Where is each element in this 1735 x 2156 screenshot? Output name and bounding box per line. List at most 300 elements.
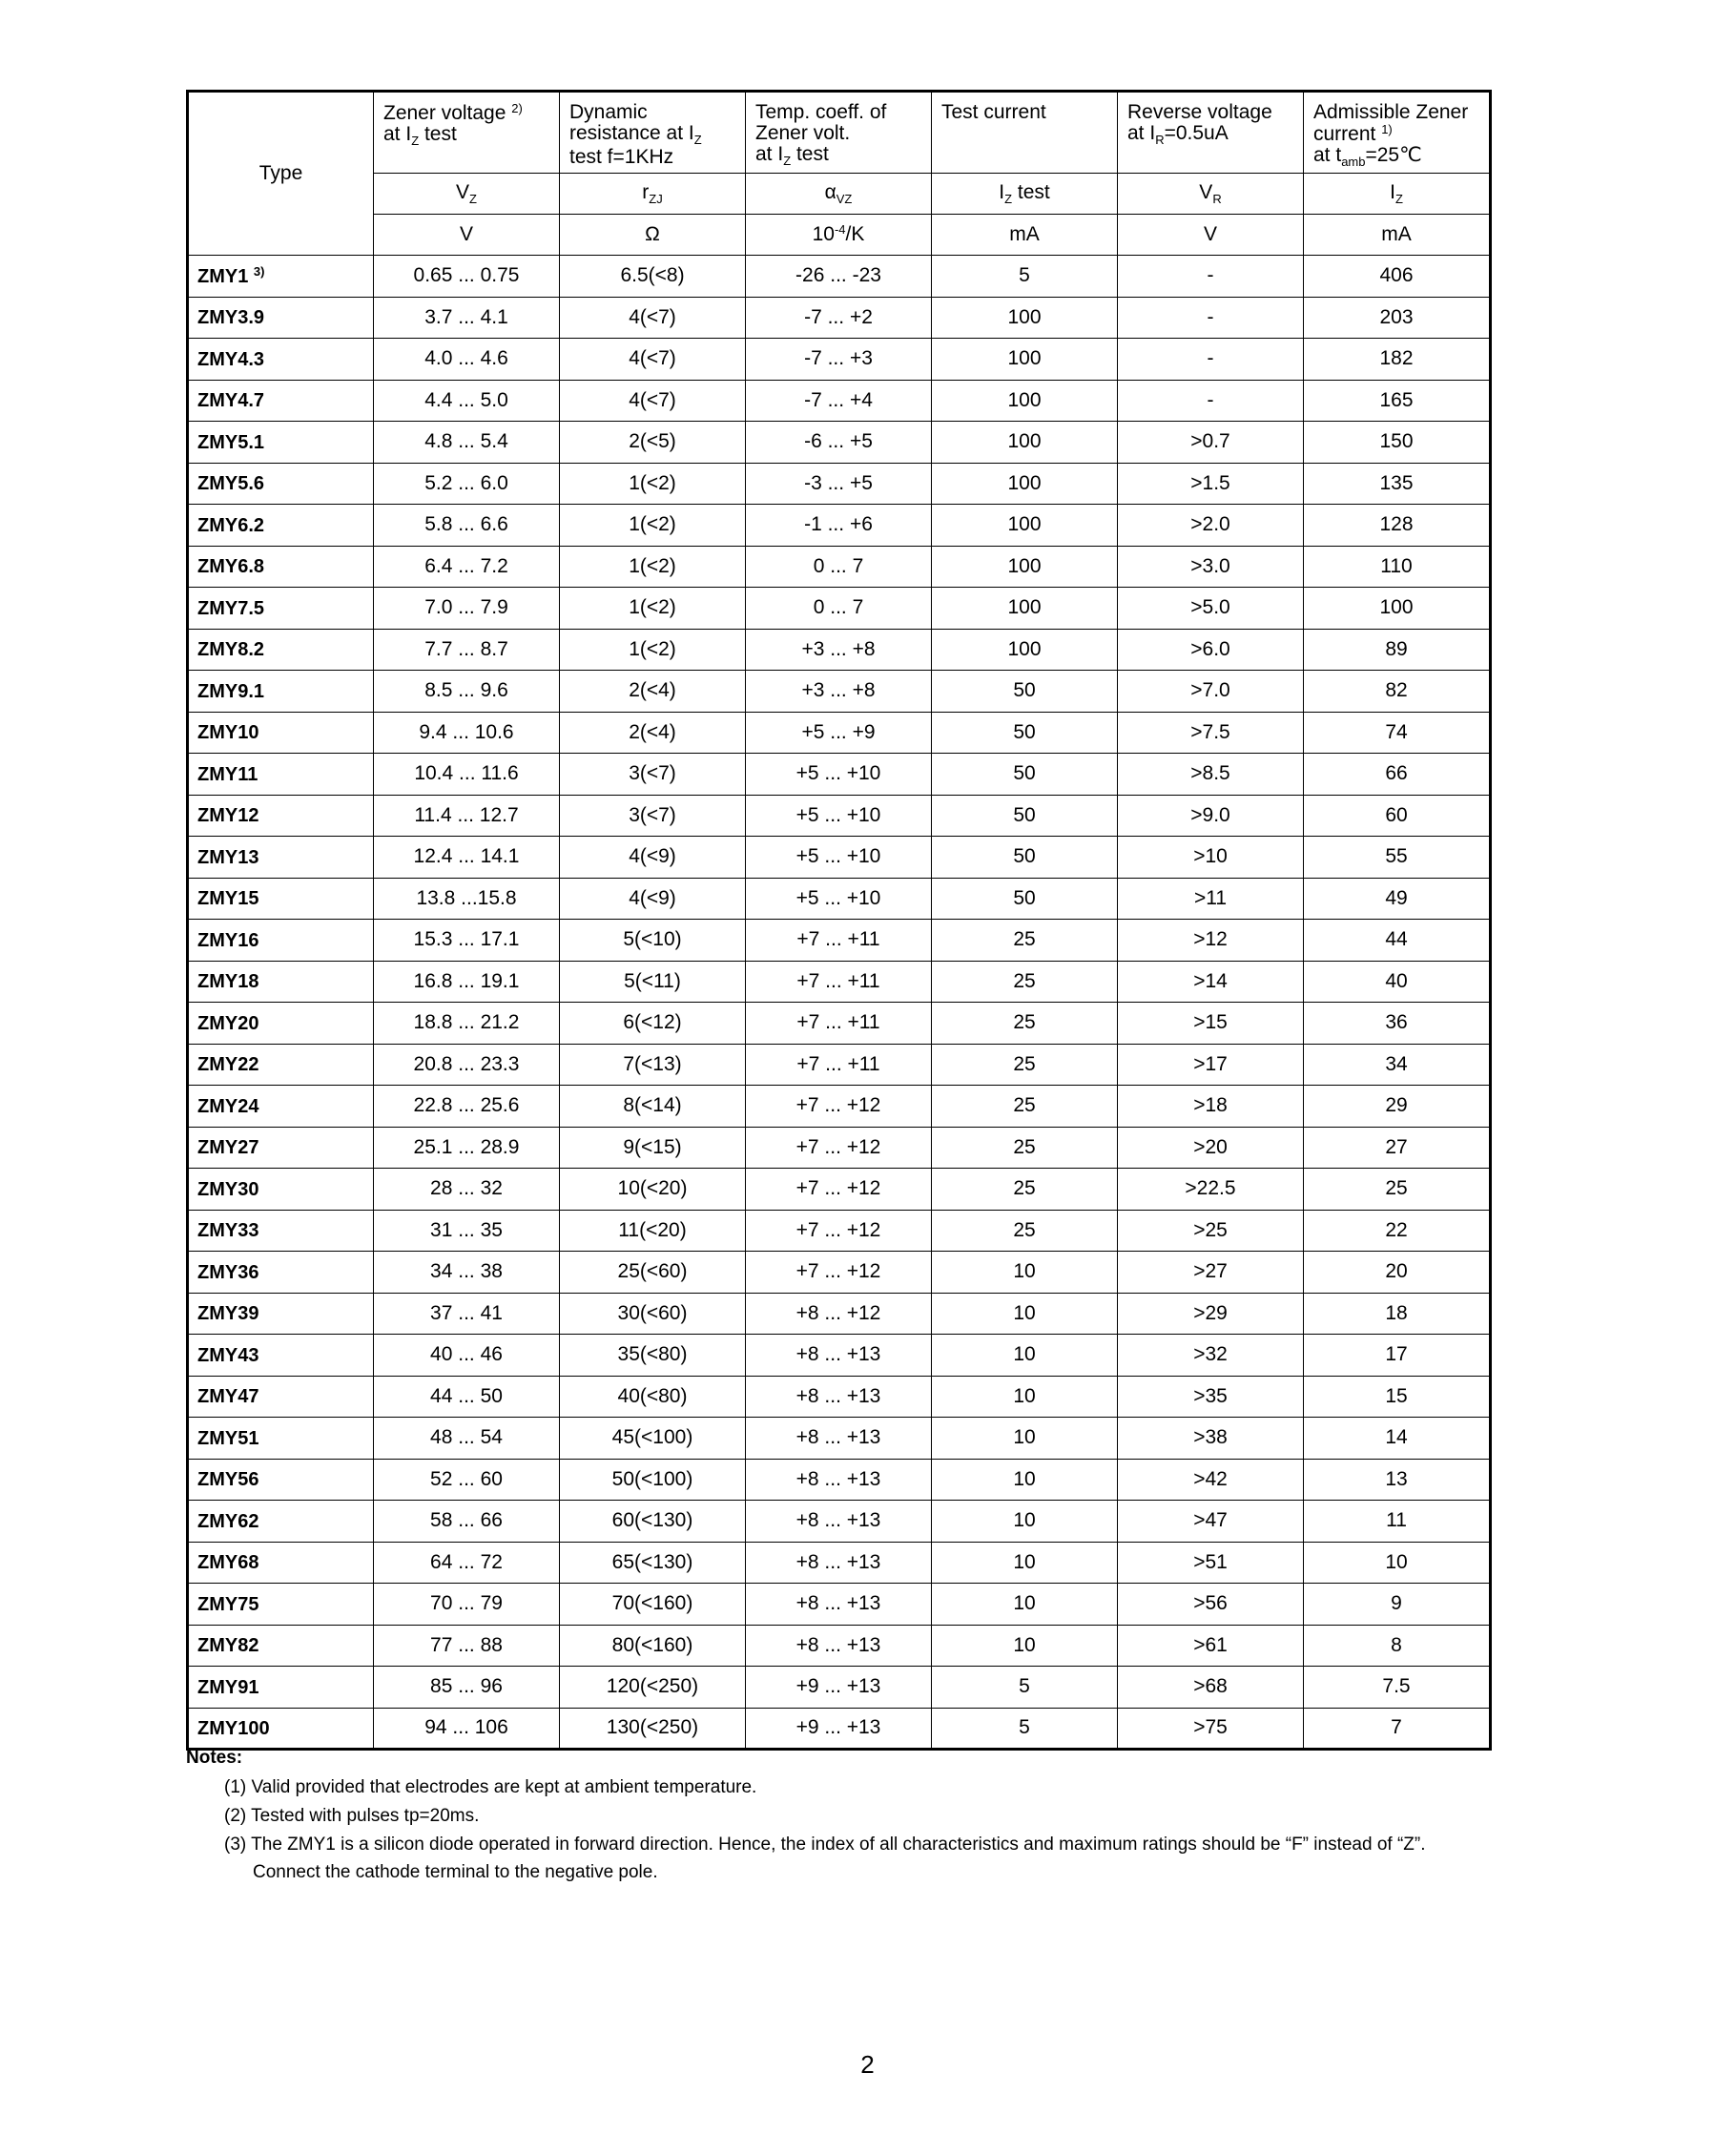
unit-cell: mA — [932, 215, 1118, 256]
reverse-voltage-cell: >61 — [1118, 1625, 1304, 1667]
rzj-cell: 2(<5) — [560, 422, 746, 464]
test-current-cell: 25 — [932, 1210, 1118, 1252]
table-row — [188, 1667, 1491, 1709]
type-cell: ZMY5.6 — [188, 463, 374, 505]
rzj-cell: 1(<2) — [560, 629, 746, 671]
temp-coeff-cell: 0 ... 7 — [746, 546, 932, 588]
type-cell: ZMY27 — [188, 1127, 374, 1169]
type-cell: ZMY91 — [188, 1667, 374, 1709]
admissible-current-cell: 165 — [1304, 380, 1491, 422]
type-cell: ZMY43 — [188, 1335, 374, 1377]
table-row — [188, 1584, 1491, 1626]
note-3: (3) The ZMY1 is a silicon diode operated in forward direction. Hence, the index of all characteristics and maximum ratings should be “F” instead of “Z”. — [224, 1834, 1426, 1855]
test-current-cell: 10 — [932, 1459, 1118, 1501]
reverse-voltage-cell: >25 — [1118, 1210, 1304, 1252]
unit-cell: V — [1118, 215, 1304, 256]
vz-cell: 5.8 ... 6.6 — [374, 505, 560, 547]
type-cell: ZMY36 — [188, 1252, 374, 1294]
admissible-current-cell: 9 — [1304, 1584, 1491, 1626]
admissible-current-cell: 25 — [1304, 1169, 1491, 1211]
table-body — [188, 256, 1491, 1750]
rzj-cell: 5(<11) — [560, 961, 746, 1003]
admissible-current-cell: 49 — [1304, 878, 1491, 920]
type-cell: ZMY8.2 — [188, 629, 374, 671]
temp-coeff-cell: -1 ... +6 — [746, 505, 932, 547]
type-cell: ZMY18 — [188, 961, 374, 1003]
zener-voltage-header: Zener voltage $^{2)}$ at $I_Z$ test — [374, 92, 560, 174]
vz-cell: 28 ... 32 — [374, 1169, 560, 1211]
symbol-cell: $I_Z$ — [1304, 174, 1491, 215]
test-current-cell: 10 — [932, 1376, 1118, 1418]
vz-cell: 31 ... 35 — [374, 1210, 560, 1252]
test-current-cell: 100 — [932, 380, 1118, 422]
rzj-cell: 4(<7) — [560, 339, 746, 381]
test-current-cell: 25 — [932, 1127, 1118, 1169]
reverse-voltage-cell: >47 — [1118, 1501, 1304, 1543]
vz-cell: 40 ... 46 — [374, 1335, 560, 1377]
reverse-voltage-cell: >20 — [1118, 1127, 1304, 1169]
rzj-cell: 130(<250) — [560, 1708, 746, 1750]
table-row — [188, 671, 1491, 713]
temp-coeff-cell: +9 ... +13 — [746, 1667, 932, 1709]
vz-cell: 7.7 ... 8.7 — [374, 629, 560, 671]
admissible-current-cell: 100 — [1304, 588, 1491, 630]
temp-coeff-cell: -6 ... +5 — [746, 422, 932, 464]
table-row — [188, 712, 1491, 754]
rzj-cell: 8(<14) — [560, 1086, 746, 1128]
test-current-cell: 25 — [932, 961, 1118, 1003]
admissible-current-cell: 44 — [1304, 920, 1491, 962]
reverse-voltage-cell: - — [1118, 339, 1304, 381]
table-row — [188, 1708, 1491, 1750]
admissible-current-cell: 203 — [1304, 297, 1491, 339]
test-current-cell: 10 — [932, 1418, 1118, 1460]
temp-coeff-cell: +8 ... +13 — [746, 1459, 932, 1501]
temp-coeff-cell: +5 ... +10 — [746, 795, 932, 837]
test-current-cell: 10 — [932, 1584, 1118, 1626]
reverse-voltage-cell: >35 — [1118, 1376, 1304, 1418]
symbol-cell: $I_Z$ test — [932, 174, 1118, 215]
type-cell: ZMY30 — [188, 1169, 374, 1211]
admissible-current-cell: 36 — [1304, 1003, 1491, 1045]
admissible-current-cell: 40 — [1304, 961, 1491, 1003]
admissible-current-cell: 34 — [1304, 1044, 1491, 1086]
table-row — [188, 920, 1491, 962]
table-row — [188, 1169, 1491, 1211]
unit-row — [188, 215, 1491, 256]
table-row — [188, 1418, 1491, 1460]
dynamic-resistance-header: Dynamic resistance at $I_Z$ test f=1KHz — [560, 92, 746, 174]
admissible-current-cell: 7 — [1304, 1708, 1491, 1750]
admissible-current-cell: 15 — [1304, 1376, 1491, 1418]
type-cell: ZMY3.9 — [188, 297, 374, 339]
admissible-current-cell: 150 — [1304, 422, 1491, 464]
admissible-current-cell: 66 — [1304, 754, 1491, 796]
rzj-cell: 60(<130) — [560, 1501, 746, 1543]
vz-cell: 18.8 ... 21.2 — [374, 1003, 560, 1045]
vz-cell: 34 ... 38 — [374, 1252, 560, 1294]
rzj-cell: 4(<7) — [560, 297, 746, 339]
temp-coeff-cell: +8 ... +13 — [746, 1584, 932, 1626]
reverse-voltage-cell: >7.5 — [1118, 712, 1304, 754]
vz-cell: 70 ... 79 — [374, 1584, 560, 1626]
rzj-cell: 1(<2) — [560, 463, 746, 505]
reverse-voltage-cell: >56 — [1118, 1584, 1304, 1626]
type-cell: ZMY10 — [188, 712, 374, 754]
vz-cell: 6.4 ... 7.2 — [374, 546, 560, 588]
test-current-cell: 100 — [932, 588, 1118, 630]
rzj-cell: 45(<100) — [560, 1418, 746, 1460]
rzj-cell: 35(<80) — [560, 1335, 746, 1377]
reverse-voltage-header: Reverse voltage at $I_R=0.5uA$ — [1118, 92, 1304, 174]
notes-section — [186, 1748, 1521, 1890]
vz-cell: 15.3 ... 17.1 — [374, 920, 560, 962]
rzj-cell: 30(<60) — [560, 1293, 746, 1335]
vz-cell: 22.8 ... 25.6 — [374, 1086, 560, 1128]
temp-coeff-cell: +8 ... +12 — [746, 1293, 932, 1335]
temp-coeff-cell: +8 ... +13 — [746, 1335, 932, 1377]
rzj-cell: 2(<4) — [560, 712, 746, 754]
vz-cell: 9.4 ... 10.6 — [374, 712, 560, 754]
unit-cell: V — [374, 215, 560, 256]
reverse-voltage-cell: >6.0 — [1118, 629, 1304, 671]
temp-coeff-cell: -3 ... +5 — [746, 463, 932, 505]
type-cell: ZMY7.5 — [188, 588, 374, 630]
test-current-cell: 100 — [932, 297, 1118, 339]
type-cell: ZMY56 — [188, 1459, 374, 1501]
type-cell: ZMY68 — [188, 1542, 374, 1584]
table-row — [188, 422, 1491, 464]
reverse-voltage-cell: >51 — [1118, 1542, 1304, 1584]
test-current-cell: 10 — [932, 1252, 1118, 1294]
temp-coeff-cell: +7 ... +11 — [746, 1003, 932, 1045]
reverse-voltage-cell: >2.0 — [1118, 505, 1304, 547]
rzj-cell: 2(<4) — [560, 671, 746, 713]
reverse-voltage-cell: >29 — [1118, 1293, 1304, 1335]
admissible-current-cell: 7.5 — [1304, 1667, 1491, 1709]
symbol-cell: $r_{ZJ}$ — [560, 174, 746, 215]
table-row — [188, 878, 1491, 920]
type-cell: ZMY75 — [188, 1584, 374, 1626]
table-row — [188, 505, 1491, 547]
temp-coeff-cell: +7 ... +11 — [746, 1044, 932, 1086]
type-cell: ZMY33 — [188, 1210, 374, 1252]
rzj-cell: 1(<2) — [560, 588, 746, 630]
test-current-cell: 100 — [932, 422, 1118, 464]
reverse-voltage-cell: >18 — [1118, 1086, 1304, 1128]
table-row — [188, 795, 1491, 837]
type-cell: ZMY20 — [188, 1003, 374, 1045]
symbol-cell: $V_R$ — [1118, 174, 1304, 215]
vz-cell: 10.4 ... 11.6 — [374, 754, 560, 796]
note-3-continuation: Connect the cathode terminal to the negative pole. — [253, 1862, 658, 1883]
admissible-current-cell: 11 — [1304, 1501, 1491, 1543]
unit-cell: mA — [1304, 215, 1491, 256]
test-current-cell: 50 — [932, 754, 1118, 796]
vz-cell: 16.8 ... 19.1 — [374, 961, 560, 1003]
type-cell: ZMY62 — [188, 1501, 374, 1543]
temp-coeff-cell: 0 ... 7 — [746, 588, 932, 630]
admissible-current-cell: 22 — [1304, 1210, 1491, 1252]
vz-cell: 77 ... 88 — [374, 1625, 560, 1667]
temp-coeff-cell: +8 ... +13 — [746, 1542, 932, 1584]
type-cell: ZMY6.8 — [188, 546, 374, 588]
rzj-cell: 50(<100) — [560, 1459, 746, 1501]
admissible-current-cell: 74 — [1304, 712, 1491, 754]
test-current-cell: 50 — [932, 712, 1118, 754]
reverse-voltage-cell: - — [1118, 256, 1304, 298]
temp-coeff-cell: +7 ... +12 — [746, 1252, 932, 1294]
type-cell: ZMY6.2 — [188, 505, 374, 547]
type-cell: ZMY1 $^{3)}$ — [188, 256, 374, 298]
test-current-cell: 50 — [932, 878, 1118, 920]
rzj-cell: 120(<250) — [560, 1667, 746, 1709]
temp-coeff-cell: +3 ... +8 — [746, 671, 932, 713]
reverse-voltage-cell: >9.0 — [1118, 795, 1304, 837]
test-current-header: Test current — [932, 92, 1118, 174]
test-current-cell: 10 — [932, 1542, 1118, 1584]
vz-cell: 25.1 ... 28.9 — [374, 1127, 560, 1169]
table-row — [188, 1252, 1491, 1294]
table-row — [188, 546, 1491, 588]
temp-coeff-cell: +5 ... +10 — [746, 754, 932, 796]
table-row — [188, 629, 1491, 671]
test-current-cell: 25 — [932, 1003, 1118, 1045]
admissible-current-cell: 110 — [1304, 546, 1491, 588]
table-row — [188, 380, 1491, 422]
vz-cell: 8.5 ... 9.6 — [374, 671, 560, 713]
symbol-cell: $\alpha_{VZ}$ — [746, 174, 932, 215]
rzj-cell: 4(<7) — [560, 380, 746, 422]
test-current-cell: 100 — [932, 546, 1118, 588]
temp-coeff-cell: -7 ... +2 — [746, 297, 932, 339]
reverse-voltage-cell: >8.5 — [1118, 754, 1304, 796]
vz-cell: 3.7 ... 4.1 — [374, 297, 560, 339]
table-row — [188, 339, 1491, 381]
admissible-current-cell: 55 — [1304, 837, 1491, 879]
temp-coeff-header: Temp. coeff. of Zener volt. at $I_Z$ test — [746, 92, 932, 174]
table-row — [188, 463, 1491, 505]
zener-diode-table — [186, 90, 1492, 1751]
test-current-cell: 10 — [932, 1625, 1118, 1667]
note-2: (2) Tested with pulses tp=20ms. — [224, 1805, 480, 1826]
test-current-cell: 5 — [932, 1667, 1118, 1709]
test-current-cell: 10 — [932, 1335, 1118, 1377]
admissible-current-cell: 82 — [1304, 671, 1491, 713]
temp-coeff-cell: +5 ... +10 — [746, 837, 932, 879]
vz-cell: 4.0 ... 4.6 — [374, 339, 560, 381]
table-row — [188, 1127, 1491, 1169]
table-row — [188, 1003, 1491, 1045]
reverse-voltage-cell: >22.5 — [1118, 1169, 1304, 1211]
type-cell: ZMY16 — [188, 920, 374, 962]
vz-cell: 11.4 ... 12.7 — [374, 795, 560, 837]
rzj-cell: 4(<9) — [560, 837, 746, 879]
type-cell: ZMY13 — [188, 837, 374, 879]
rzj-cell: 6(<12) — [560, 1003, 746, 1045]
vz-cell: 20.8 ... 23.3 — [374, 1044, 560, 1086]
rzj-cell: 1(<2) — [560, 505, 746, 547]
table-row — [188, 1086, 1491, 1128]
test-current-cell: 100 — [932, 629, 1118, 671]
vz-cell: 4.4 ... 5.0 — [374, 380, 560, 422]
unit-cell: $10^{-4}/K$ — [746, 215, 932, 256]
test-current-cell: 5 — [932, 256, 1118, 298]
type-cell: ZMY82 — [188, 1625, 374, 1667]
temp-coeff-cell: +7 ... +12 — [746, 1169, 932, 1211]
type-cell: ZMY51 — [188, 1418, 374, 1460]
reverse-voltage-cell: >42 — [1118, 1459, 1304, 1501]
reverse-voltage-cell: >1.5 — [1118, 463, 1304, 505]
admissible-current-cell: 20 — [1304, 1252, 1491, 1294]
reverse-voltage-cell: >68 — [1118, 1667, 1304, 1709]
admissible-current-cell: 18 — [1304, 1293, 1491, 1335]
rzj-cell: 5(<10) — [560, 920, 746, 962]
temp-coeff-cell: +9 ... +13 — [746, 1708, 932, 1750]
rzj-cell: 11(<20) — [560, 1210, 746, 1252]
temp-coeff-cell: +5 ... +9 — [746, 712, 932, 754]
admissible-current-cell: 60 — [1304, 795, 1491, 837]
table-row — [188, 1335, 1491, 1377]
type-cell: ZMY15 — [188, 878, 374, 920]
vz-cell: 5.2 ... 6.0 — [374, 463, 560, 505]
rzj-cell: 65(<130) — [560, 1542, 746, 1584]
type-cell: ZMY39 — [188, 1293, 374, 1335]
reverse-voltage-cell: >12 — [1118, 920, 1304, 962]
temp-coeff-cell: +7 ... +12 — [746, 1086, 932, 1128]
vz-cell: 12.4 ... 14.1 — [374, 837, 560, 879]
table-row — [188, 1542, 1491, 1584]
reverse-voltage-cell: >3.0 — [1118, 546, 1304, 588]
table-row — [188, 1459, 1491, 1501]
admissible-current-cell: 89 — [1304, 629, 1491, 671]
unit-cell: Ω — [560, 215, 746, 256]
type-cell: ZMY9.1 — [188, 671, 374, 713]
reverse-voltage-cell: >14 — [1118, 961, 1304, 1003]
table-row — [188, 754, 1491, 796]
vz-cell: 94 ... 106 — [374, 1708, 560, 1750]
notes-title: Notes: — [186, 1748, 243, 1768]
reverse-voltage-cell: >17 — [1118, 1044, 1304, 1086]
table-row — [188, 1376, 1491, 1418]
table-row — [188, 297, 1491, 339]
admissible-current-cell: 13 — [1304, 1459, 1491, 1501]
test-current-cell: 50 — [932, 837, 1118, 879]
reverse-voltage-cell: >10 — [1118, 837, 1304, 879]
temp-coeff-cell: -7 ... +3 — [746, 339, 932, 381]
rzj-cell: 7(<13) — [560, 1044, 746, 1086]
type-header: Type — [188, 92, 374, 256]
temp-coeff-cell: +8 ... +13 — [746, 1418, 932, 1460]
rzj-cell: 25(<60) — [560, 1252, 746, 1294]
test-current-cell: 50 — [932, 795, 1118, 837]
temp-coeff-cell: +7 ... +12 — [746, 1210, 932, 1252]
admissible-current-header: Admissible Zener current $^{1)}$ at $t_{amb}=25℃$ — [1304, 92, 1491, 174]
temp-coeff-cell: +7 ... +12 — [746, 1127, 932, 1169]
vz-cell: 7.0 ... 7.9 — [374, 588, 560, 630]
type-cell: ZMY100 — [188, 1708, 374, 1750]
temp-coeff-cell: -26 ... -23 — [746, 256, 932, 298]
admissible-current-cell: 10 — [1304, 1542, 1491, 1584]
page-number: 2 — [860, 2050, 875, 2079]
test-current-cell: 100 — [932, 339, 1118, 381]
rzj-cell: 3(<7) — [560, 795, 746, 837]
type-cell: ZMY24 — [188, 1086, 374, 1128]
admissible-current-cell: 27 — [1304, 1127, 1491, 1169]
table-row — [188, 1625, 1491, 1667]
vz-cell: 4.8 ... 5.4 — [374, 422, 560, 464]
test-current-cell: 10 — [932, 1501, 1118, 1543]
admissible-current-cell: 182 — [1304, 339, 1491, 381]
vz-cell: 13.8 ...15.8 — [374, 878, 560, 920]
rzj-cell: 40(<80) — [560, 1376, 746, 1418]
type-cell: ZMY47 — [188, 1376, 374, 1418]
vz-cell: 64 ... 72 — [374, 1542, 560, 1584]
test-current-cell: 25 — [932, 920, 1118, 962]
test-current-cell: 25 — [932, 1044, 1118, 1086]
temp-coeff-cell: +8 ... +13 — [746, 1376, 932, 1418]
reverse-voltage-cell: >11 — [1118, 878, 1304, 920]
rzj-cell: 80(<160) — [560, 1625, 746, 1667]
table-row — [188, 1210, 1491, 1252]
rzj-cell: 3(<7) — [560, 754, 746, 796]
vz-cell: 52 ... 60 — [374, 1459, 560, 1501]
admissible-current-cell: 14 — [1304, 1418, 1491, 1460]
test-current-cell: 50 — [932, 671, 1118, 713]
admissible-current-cell: 8 — [1304, 1625, 1491, 1667]
temp-coeff-cell: +3 ... +8 — [746, 629, 932, 671]
table-row — [188, 588, 1491, 630]
admissible-current-cell: 406 — [1304, 256, 1491, 298]
admissible-current-cell: 128 — [1304, 505, 1491, 547]
table-row — [188, 1293, 1491, 1335]
admissible-current-cell: 29 — [1304, 1086, 1491, 1128]
reverse-voltage-cell: >0.7 — [1118, 422, 1304, 464]
type-cell: ZMY5.1 — [188, 422, 374, 464]
test-current-cell: 10 — [932, 1293, 1118, 1335]
admissible-current-cell: 17 — [1304, 1335, 1491, 1377]
rzj-cell: 70(<160) — [560, 1584, 746, 1626]
table-row — [188, 961, 1491, 1003]
vz-cell: 37 ... 41 — [374, 1293, 560, 1335]
vz-cell: 58 ... 66 — [374, 1501, 560, 1543]
reverse-voltage-cell: >32 — [1118, 1335, 1304, 1377]
reverse-voltage-cell: >75 — [1118, 1708, 1304, 1750]
type-cell: ZMY4.7 — [188, 380, 374, 422]
temp-coeff-cell: +8 ... +13 — [746, 1501, 932, 1543]
table-row — [188, 837, 1491, 879]
table-row — [188, 1501, 1491, 1543]
vz-cell: 44 ... 50 — [374, 1376, 560, 1418]
temp-coeff-cell: +5 ... +10 — [746, 878, 932, 920]
rzj-cell: 9(<15) — [560, 1127, 746, 1169]
test-current-cell: 100 — [932, 463, 1118, 505]
admissible-current-cell: 135 — [1304, 463, 1491, 505]
temp-coeff-cell: +7 ... +11 — [746, 961, 932, 1003]
test-current-cell: 5 — [932, 1708, 1118, 1750]
type-cell: ZMY11 — [188, 754, 374, 796]
rzj-cell: 1(<2) — [560, 546, 746, 588]
rzj-cell: 4(<9) — [560, 878, 746, 920]
reverse-voltage-cell: >15 — [1118, 1003, 1304, 1045]
reverse-voltage-cell: - — [1118, 297, 1304, 339]
temp-coeff-cell: -7 ... +4 — [746, 380, 932, 422]
rzj-cell: 10(<20) — [560, 1169, 746, 1211]
temp-coeff-cell: +8 ... +13 — [746, 1625, 932, 1667]
test-current-cell: 25 — [932, 1086, 1118, 1128]
test-current-cell: 100 — [932, 505, 1118, 547]
rzj-cell: 6.5(<8) — [560, 256, 746, 298]
